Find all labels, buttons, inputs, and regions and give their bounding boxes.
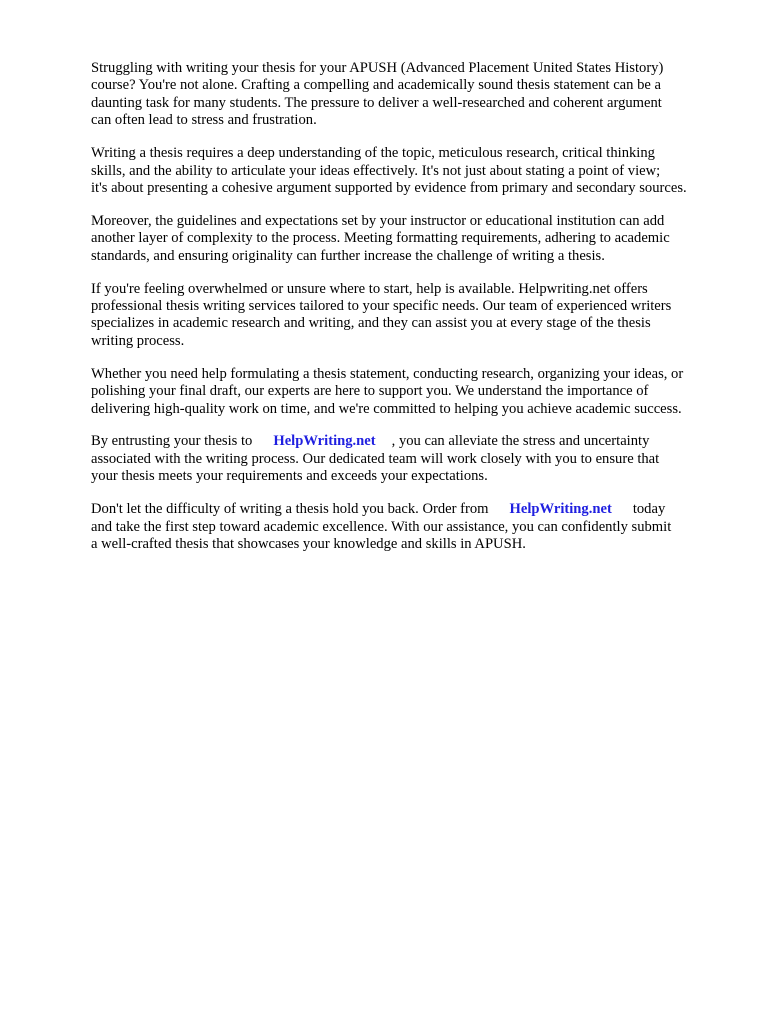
text-line: your thesis meets your requirements and exceeds your expectations. [91,468,488,485]
text-line: it's about presenting a cohesive argument supported by evidence from primary and secondary sources. [91,179,687,196]
text-line: delivering high-quality work on time, and we're committed to helping you achieve academic success. [91,400,682,417]
helpwriting-link[interactable]: HelpWriting.net [509,501,612,518]
text-line: a well-crafted thesis that showcases your knowledge and skills in APUSH. [91,535,526,552]
text-line: skills, and the ability to articulate your ideas effectively. It's not just about stating a point of view; [91,162,661,179]
paragraph-help-available [91,281,728,351]
text-line: Struggling with writing your thesis for your APUSH (Advanced Placement United States History) [91,60,664,76]
text-line: another layer of complexity to the process. Meeting formatting requirements, adhering to academic [91,230,670,247]
paragraph-order [91,501,728,553]
helpwriting-link[interactable]: HelpWriting.net [273,433,376,450]
paragraph-guidelines [91,213,728,265]
text-line: course? You're not alone. Crafting a compelling and academically sound thesis statement can be a [91,77,661,94]
text-line: associated with the writing process. Our dedicated team will work closely with you to ensure that [91,450,660,467]
text-line: standards, and ensuring originality can further increase the challenge of writing a thesis. [91,247,605,264]
paragraph-intro [91,60,728,130]
text-line: can often lead to stress and frustration. [91,112,317,129]
text-line: specializes in academic research and writing, and they can assist you at every stage of the thesis [91,315,651,332]
paragraph-entrusting [91,433,728,485]
paragraph-support [91,366,728,418]
text-line: Moreover, the guidelines and expectations set by your instructor or educational institution can add [91,212,665,229]
text-line: Whether you need help formulating a thesis statement, conducting research, organizing your ideas, or [91,365,684,382]
text-line-with-link [91,501,728,518]
text-line: daunting task for many students. The pressure to deliver a well-researched and coherent argument [91,94,662,111]
text-after-link: today [632,501,666,518]
text-line: If you're feeling overwhelmed or unsure where to start, help is available. Helpwriting.net offers [91,280,648,297]
text-after-link: , you can alleviate the stress and uncertainty [391,433,650,450]
text-line-with-link [91,433,728,450]
text-line: and take the first step toward academic excellence. With our assistance, you can confidently submit [91,518,672,535]
text-line: writing process. [91,332,185,349]
text-line: polishing your final draft, our experts are here to support you. We understand the importance of [91,383,649,400]
text-before-link: Don't let the difficulty of writing a thesis hold you back. Order from [91,501,489,518]
text-line: Writing a thesis requires a deep understanding of the topic, meticulous research, critical thinking [91,145,655,162]
text-line: professional thesis writing services tailored to your specific needs. Our team of experienced writers [91,297,672,314]
paragraph-requirements [91,145,728,197]
text-before-link: By entrusting your thesis to [91,433,253,450]
